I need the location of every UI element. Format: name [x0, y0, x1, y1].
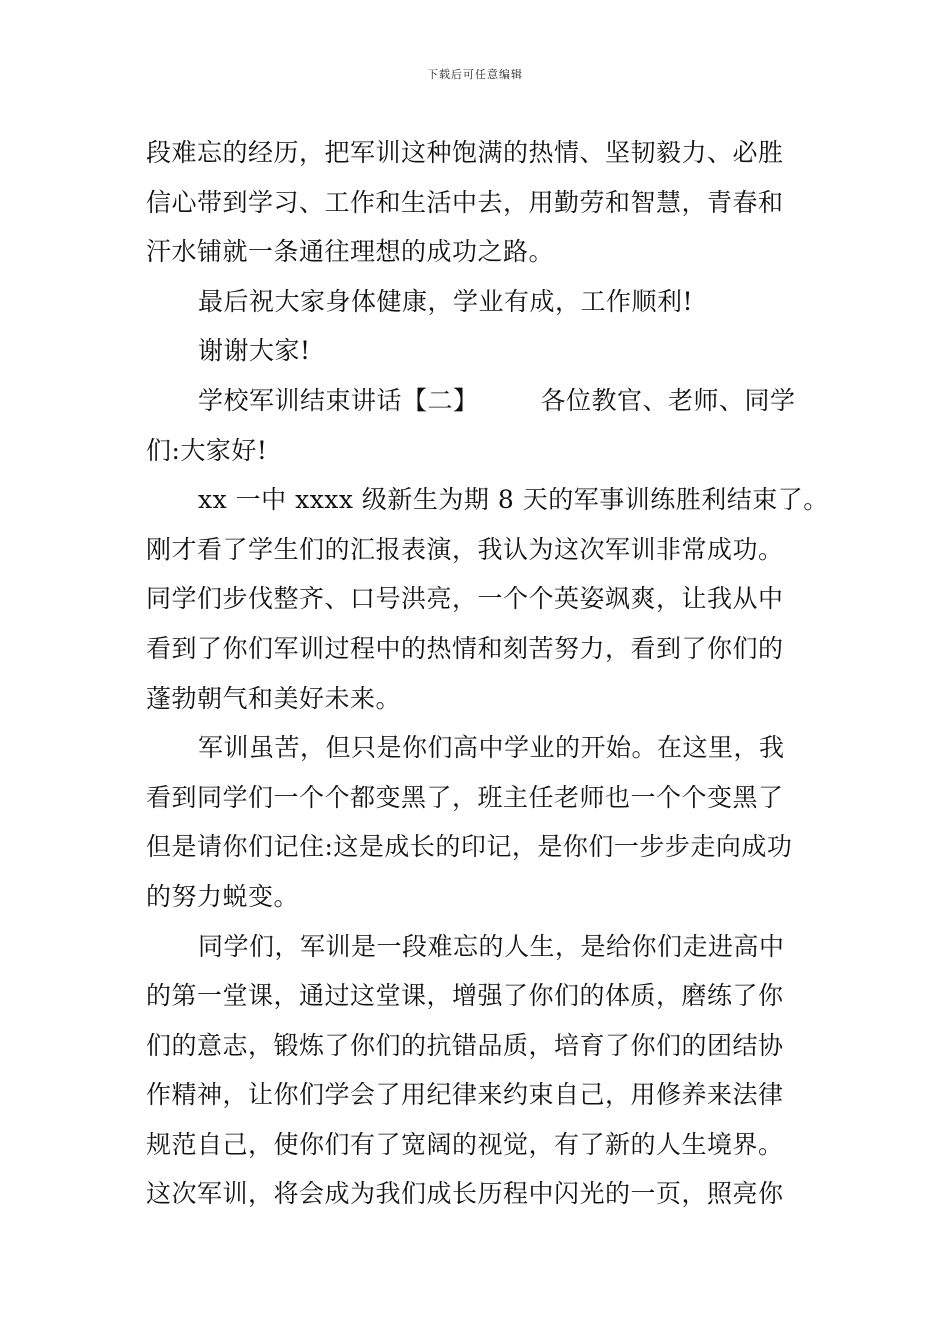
- text-line: 谢谢大家!: [198, 336, 311, 366]
- section-title: 学校军训结束讲话【二】: [198, 385, 479, 415]
- document-body: [146, 128, 829, 1219]
- text-line: 作精神，让你们学会了用纪律来约束自己，用修养来法律: [146, 1080, 784, 1110]
- text-line: 但是请你们记住:这是成长的印记，是你们一步步走向成功: [146, 832, 793, 862]
- text-line: 们:大家好!: [146, 435, 268, 465]
- text-line: 看到同学们一个个都变黑了，班主任老师也一个个变黑了: [146, 782, 784, 812]
- text-line: 同学们，军训是一段难忘的人生，是给你们走进高中: [198, 931, 785, 961]
- text-line: 军训虽苦，但只是你们高中学业的开始。在这里，我: [198, 733, 785, 763]
- text-line: 的第一堂课，通过这堂课，增强了你们的体质，磨练了你: [146, 981, 784, 1011]
- text-line: 看到了你们军训过程中的热情和刻苦努力，看到了你们的: [146, 633, 784, 663]
- text-line: 段难忘的经历，把军训这种饱满的热情、坚韧毅力、必胜: [146, 138, 784, 167]
- text-line: 刚才看了学生们的汇报表演，我认为这次军训非常成功。: [146, 534, 784, 564]
- text-line: 规范自己，使你们有了宽阔的视觉，有了新的人生境界。: [146, 1129, 784, 1159]
- text-line: 最后祝大家身体健康，学业有成，工作顺利!: [198, 286, 694, 316]
- text-line: 蓬勃朝气和美好未来。: [146, 683, 402, 713]
- greeting-start: 各位教官、老师、同学: [540, 385, 796, 415]
- text-line: 同学们步伐整齐、口号洪亮，一个个英姿飒爽，让我从中: [146, 584, 784, 614]
- section-heading-line: [146, 376, 808, 426]
- text-line: 的努力蜕变。: [146, 881, 300, 911]
- page-header-note: 下载后可任意编辑: [427, 68, 523, 81]
- text-line: 们的意志，锻炼了你们的抗错品质，培育了你们的团结协: [146, 1030, 784, 1060]
- text-line: 汗水铺就一条通往理想的成功之路。: [146, 237, 555, 267]
- text-line: 信心带到学习、工作和生活中去，用勤劳和智慧，青春和: [146, 187, 784, 217]
- text-line: 这次军训，将会成为我们成长历程中闪光的一页，照亮你: [146, 1179, 784, 1209]
- text-line: xx 一中 xxxx 级新生为期 8 天的军事训练胜利结束了。: [198, 485, 829, 515]
